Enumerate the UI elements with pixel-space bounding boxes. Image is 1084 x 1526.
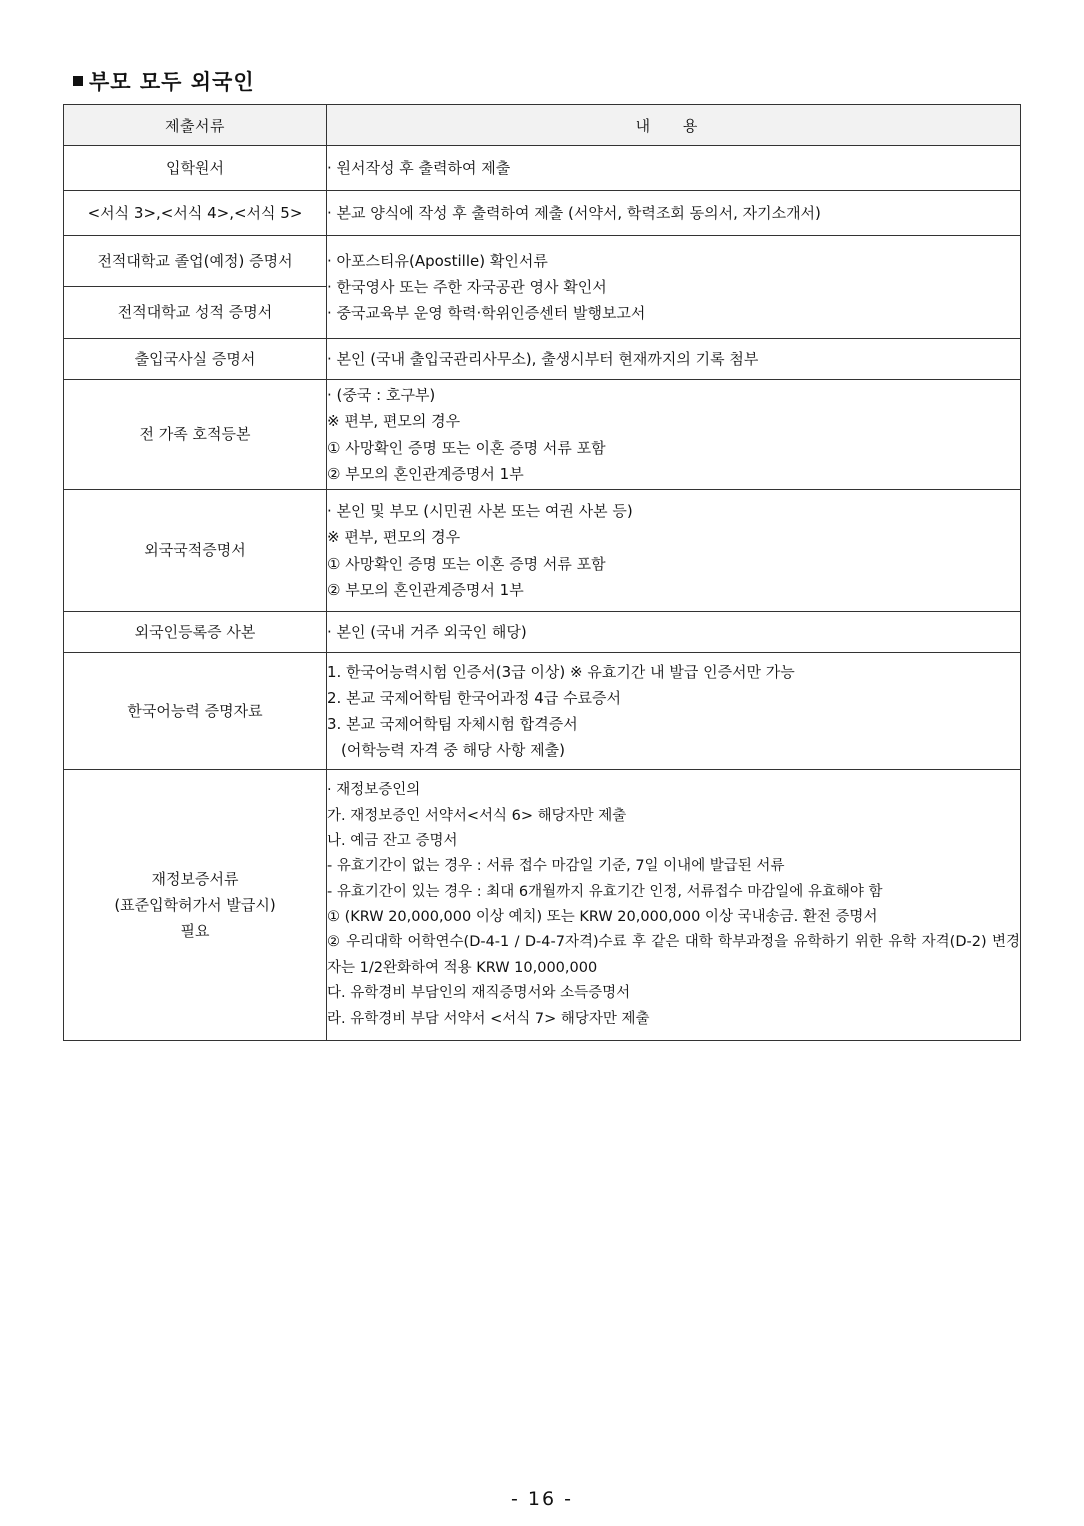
content-line: ① (KRW 20,000,000 이상 예치) 또는 KRW 20,000,000 이상 국내송금. 환전 증명서 [327,909,878,925]
row-content-graduation [327,236,1021,339]
section-title-text: 부모 모두 외국인 [89,70,255,94]
content-line: · 본인 (국내 거주 외국인 해당) [327,622,527,641]
row-label-graduation: 전적대학교 졸업(예정) 증명서 [64,236,327,287]
content-line: ※ 편부, 편모의 경우 [327,528,461,547]
content-line: ② 부모의 혼인관계증명서 1부 [327,580,524,599]
content-line: ② 우리대학 어학연수(D-4-1 / D-4-7자격)수료 후 같은 대학 학부과정을 유학하기 위한 유학 자격(D-2) 변경자는 1/2완화하여 적용 KRW 10,000,000 [327,934,1020,976]
content-line: 가. 재정보증인 서약서<서식 6> 해당자만 제출 [327,807,627,824]
table-row [64,653,1021,770]
row-content-immigration [327,339,1021,380]
content-line: · 중국교육부 운영 학력·학위인증센터 발행보고서 [327,304,646,323]
table-row [64,380,1021,490]
table-row [64,339,1021,380]
row-label-financial [64,770,327,1041]
content-line: · 본교 양식에 작성 후 출력하여 제출 (서약서, 학력조회 동의서, 자기소개서) [327,203,821,222]
content-line: 라. 유학경비 부담 서약서 <서식 7> 해당자만 제출 [327,1010,650,1027]
documents-table [63,104,1021,1041]
page-number: - 16 - [511,1488,573,1510]
row-label-nationality: 외국국적증명서 [64,490,327,612]
table-row [64,146,1021,191]
label-line: 필요 [180,922,210,941]
header-documents: 제출서류 [64,105,327,146]
content-line: ① 사망확인 증명 또는 이혼 증명 서류 포함 [327,554,606,573]
content-line: · 원서작성 후 출력하여 제출 [327,158,511,177]
row-content-alien-registration [327,612,1021,653]
table-header-row [64,105,1021,146]
label-line: (표준입학허가서 발급시) [114,895,276,914]
content-line: (어학능력 자격 중 해당 사항 제출) [341,741,565,760]
row-content-family [327,380,1021,490]
row-label-immigration: 출입국사실 증명서 [64,339,327,380]
row-label-korean: 한국어능력 증명자료 [64,653,327,770]
table-row [64,236,1021,287]
section-title [73,66,255,96]
table-row [64,490,1021,612]
content-line: · 본인 (국내 출입국관리사무소), 출생시부터 현재까지의 기록 첨부 [327,349,759,368]
row-content-nationality [327,490,1021,612]
table-row [64,612,1021,653]
row-label-forms: <서식 3>,<서식 4>,<서식 5> [64,191,327,236]
content-line: · 본인 및 부모 (시민권 사본 또는 여권 사본 등) [327,502,633,520]
content-line: · 아포스티유(Apostille) 확인서류 [327,251,548,270]
row-content-korean [327,653,1021,770]
content-line: · 한국영사 또는 주한 자국공관 영사 확인서 [327,277,607,296]
row-label-transcript: 전적대학교 성적 증명서 [64,287,327,339]
content-line: 3. 본교 국제어학팀 자체시험 합격증서 [327,715,578,733]
content-line: 1. 한국어능력시험 인증서(3급 이상) ※ 유효기간 내 발급 인증서만 가능 [327,662,795,681]
label-line: 재정보증서류 [151,869,239,888]
content-line: 2. 본교 국제어학팀 한국어과정 4급 수료증서 [327,688,622,707]
table-row [64,770,1021,1041]
content-line: ② 부모의 혼인관계증명서 1부 [327,464,524,483]
content-line: ① 사망확인 증명 또는 이혼 증명 서류 포함 [327,438,606,457]
content-line: 나. 예금 잔고 증명서 [327,832,458,849]
table-row [64,191,1021,236]
content-line: 다. 유학경비 부담인의 재직증명서와 소득증명서 [327,985,631,1002]
square-bullet-icon [73,76,83,86]
content-line: ※ 편부, 편모의 경우 [327,412,461,431]
row-label-alien-registration: 외국인등록증 사본 [64,612,327,653]
row-content-financial [327,770,1021,1041]
row-content-application [327,146,1021,191]
content-line: - 유효기간이 없는 경우 : 서류 접수 마감일 기준, 7일 이내에 발급된 서류 [327,858,785,875]
content-line: - 유효기간이 있는 경우 : 최대 6개월까지 유효기간 인정, 서류접수 마감일에 유효해야 함 [327,883,883,900]
header-contents: 내 용 [327,105,1021,146]
content-line: · (중국 : 호구부) [327,386,436,404]
row-label-family: 전 가족 호적등본 [64,380,327,490]
row-content-forms [327,191,1021,236]
content-line: · 재정보증인의 [327,782,421,799]
row-label-application: 입학원서 [64,146,327,191]
